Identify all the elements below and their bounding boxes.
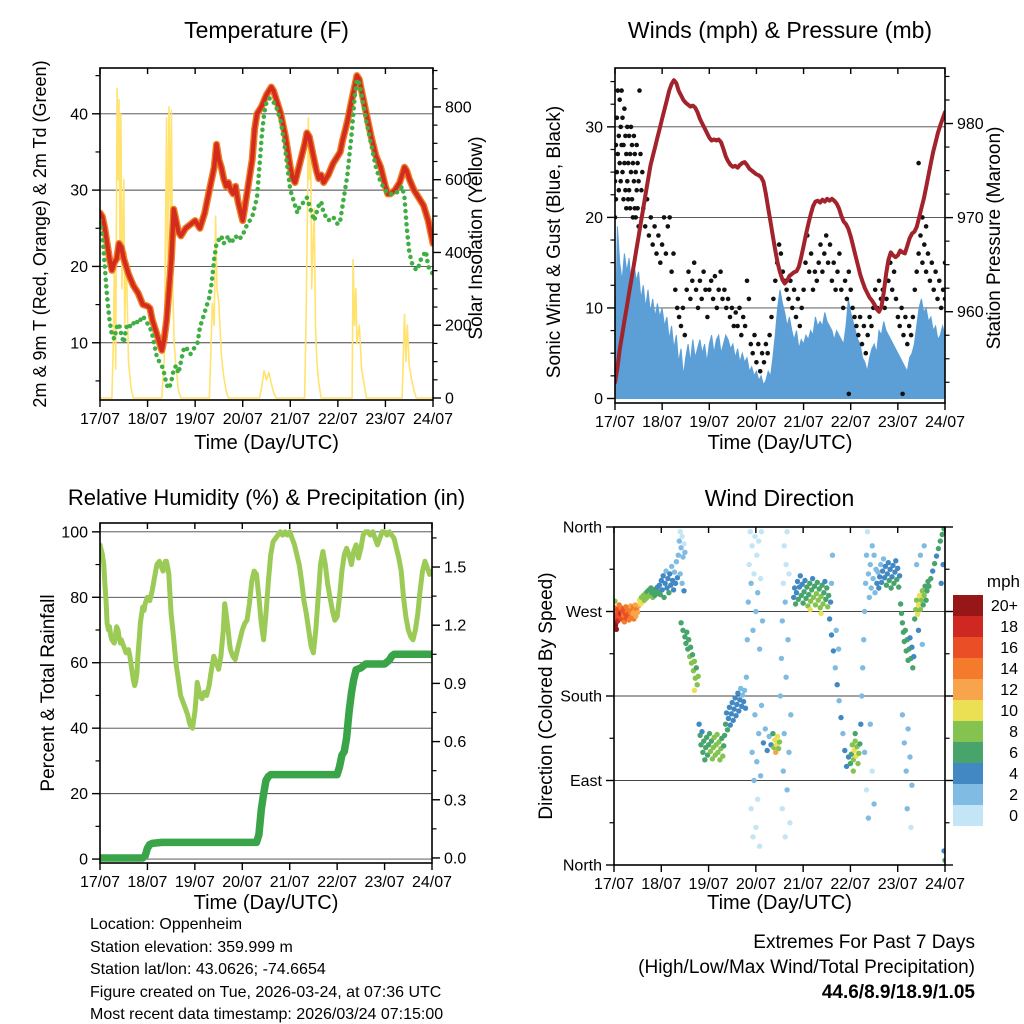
svg-text:18: 18: [1000, 619, 1018, 636]
svg-text:8: 8: [1009, 724, 1018, 741]
svg-text:West: West: [565, 604, 602, 621]
svg-text:17/07: 17/07: [594, 414, 636, 431]
wind-direction-xlabel: Time (Day/UTC): [707, 892, 852, 914]
svg-text:100: 100: [61, 524, 88, 542]
svg-text:17/07: 17/07: [593, 876, 635, 893]
svg-text:200: 200: [445, 317, 472, 335]
svg-text:24/07: 24/07: [924, 414, 966, 431]
winds-series-group: [613, 80, 948, 398]
station-elevation: Station elevation: 359.999 m: [90, 938, 293, 956]
figure-created-timestamp: Figure created on Tue, 2026-03-24, at 07:36 UTC: [90, 983, 442, 1001]
svg-text:0: 0: [79, 851, 88, 869]
svg-text:24/07: 24/07: [924, 876, 966, 893]
svg-text:30: 30: [585, 119, 603, 137]
temperature-ylabel-right: Solar Insolation (Yellow): [466, 136, 487, 340]
svg-text:18/07: 18/07: [127, 874, 168, 891]
svg-text:0: 0: [1009, 808, 1018, 825]
extremes-values: 44.6/8.9/18.9/1.05: [821, 982, 975, 1003]
svg-text:20: 20: [70, 786, 88, 804]
winds-xlabel: Time (Day/UTC): [707, 432, 853, 454]
winds-ylabel-left: Sonic Wind & Gust (Blue, Black): [544, 105, 565, 379]
svg-text:0: 0: [445, 390, 454, 408]
svg-text:20: 20: [585, 209, 603, 227]
svg-text:19/07: 19/07: [688, 876, 729, 893]
svg-text:980: 980: [957, 116, 984, 134]
svg-text:23/07: 23/07: [365, 411, 406, 428]
svg-text:18/07: 18/07: [127, 411, 168, 428]
svg-text:20/07: 20/07: [735, 876, 776, 893]
temperature-chart-canvas: [0, 0, 512, 470]
svg-text:23/07: 23/07: [877, 876, 918, 893]
svg-text:14: 14: [1000, 661, 1018, 678]
svg-text:80: 80: [70, 589, 88, 607]
svg-text:800: 800: [445, 99, 472, 117]
svg-text:21/07: 21/07: [783, 414, 824, 431]
svg-text:North: North: [562, 519, 602, 537]
svg-text:20/07: 20/07: [222, 411, 263, 428]
svg-text:20/07: 20/07: [222, 874, 263, 891]
svg-text:19/07: 19/07: [174, 874, 215, 891]
svg-text:16: 16: [1000, 640, 1018, 657]
svg-text:0.3: 0.3: [444, 792, 467, 810]
svg-text:22/07: 22/07: [317, 874, 358, 891]
svg-text:17/07: 17/07: [79, 874, 121, 891]
2m-dewpoint-line: [100, 79, 433, 388]
svg-text:20+: 20+: [990, 598, 1018, 615]
svg-text:10: 10: [1000, 703, 1018, 720]
station-latlon: Station lat/lon: 43.0626; -74.6654: [90, 961, 326, 978]
extremes-title: Extremes For Past 7 Days: [753, 932, 975, 953]
svg-text:40: 40: [70, 106, 88, 124]
direction-series-group: [611, 524, 947, 863]
humidity-xlabel: Time (Day/UTC): [193, 892, 339, 914]
temperature-title: Temperature (F): [184, 17, 349, 43]
svg-text:60: 60: [70, 655, 88, 673]
svg-text:30: 30: [70, 182, 88, 200]
svg-text:21/07: 21/07: [270, 411, 311, 428]
svg-text:19/07: 19/07: [689, 414, 730, 431]
svg-text:mph: mph: [986, 572, 1020, 591]
most-recent-data-timestamp: Most recent data timestamp: 2026/03/24 07:15:00: [90, 1006, 444, 1023]
svg-text:10: 10: [70, 335, 88, 353]
winds-pressure-chart-canvas: [512, 0, 1024, 470]
temperature-xlabel: Time (Day/UTC): [194, 432, 339, 454]
svg-text:0: 0: [594, 390, 603, 408]
svg-text:18/07: 18/07: [641, 876, 682, 893]
extremes-subtitle: (High/Low/Max Wind/Total Precipitation): [638, 957, 975, 978]
svg-text:23/07: 23/07: [364, 874, 405, 891]
svg-text:0.6: 0.6: [444, 734, 467, 752]
svg-text:12: 12: [1000, 682, 1018, 699]
humidity-series-group: [100, 532, 432, 858]
wind-direction-ylabel-left: Direction (Colored By Speed): [536, 572, 557, 820]
pressure-ylabel-right: Station Pressure (Maroon): [984, 126, 1005, 350]
svg-text:600: 600: [445, 172, 472, 190]
temperature-series-group: [100, 76, 433, 398]
svg-text:18/07: 18/07: [642, 414, 683, 431]
svg-text:970: 970: [957, 210, 984, 228]
station-location: Location: Oppenheim: [90, 916, 243, 933]
winds-pressure-title: Winds (mph) & Pressure (mb): [627, 17, 933, 43]
svg-text:24/07: 24/07: [412, 411, 454, 428]
svg-text:1.2: 1.2: [444, 617, 467, 635]
svg-text:4: 4: [1009, 766, 1018, 783]
svg-text:20/07: 20/07: [736, 414, 777, 431]
svg-text:24/07: 24/07: [411, 874, 453, 891]
total-rainfall-line: [100, 654, 432, 858]
svg-text:6: 6: [1009, 745, 1018, 762]
svg-text:22/07: 22/07: [317, 411, 358, 428]
svg-text:22/07: 22/07: [830, 414, 871, 431]
svg-text:0.9: 0.9: [444, 675, 467, 693]
svg-text:1.5: 1.5: [444, 559, 467, 577]
svg-text:22/07: 22/07: [830, 876, 871, 893]
wind-direction-title: Wind Direction: [704, 485, 855, 511]
svg-text:South: South: [560, 688, 602, 706]
svg-text:21/07: 21/07: [783, 876, 824, 893]
svg-text:10: 10: [585, 300, 603, 318]
humidity-ylabel-left: Percent & Total Rainfall: [38, 594, 59, 792]
relative-humidity-line: [100, 532, 432, 728]
svg-text:20: 20: [70, 258, 88, 276]
2m-temperature-line: [100, 76, 433, 351]
svg-text:17/07: 17/07: [79, 411, 121, 428]
svg-text:2: 2: [1009, 787, 1018, 804]
svg-text:0.0: 0.0: [444, 850, 467, 868]
svg-text:North: North: [562, 857, 602, 875]
extremes-block: [512, 930, 975, 1005]
station-info: [90, 914, 443, 1024]
humidity-precip-title: Relative Humidity (%) & Precipitation (in): [67, 485, 466, 510]
svg-text:960: 960: [957, 304, 984, 322]
svg-text:400: 400: [445, 244, 472, 262]
svg-text:East: East: [569, 773, 602, 790]
solar-insolation-line: [100, 89, 433, 398]
svg-text:19/07: 19/07: [175, 411, 216, 428]
temperature-ylabel-left: 2m & 9m T (Red, Orange) & 2m Td (Green): [30, 60, 50, 408]
svg-text:23/07: 23/07: [877, 414, 918, 431]
svg-text:40: 40: [70, 720, 88, 738]
svg-text:21/07: 21/07: [269, 874, 310, 891]
